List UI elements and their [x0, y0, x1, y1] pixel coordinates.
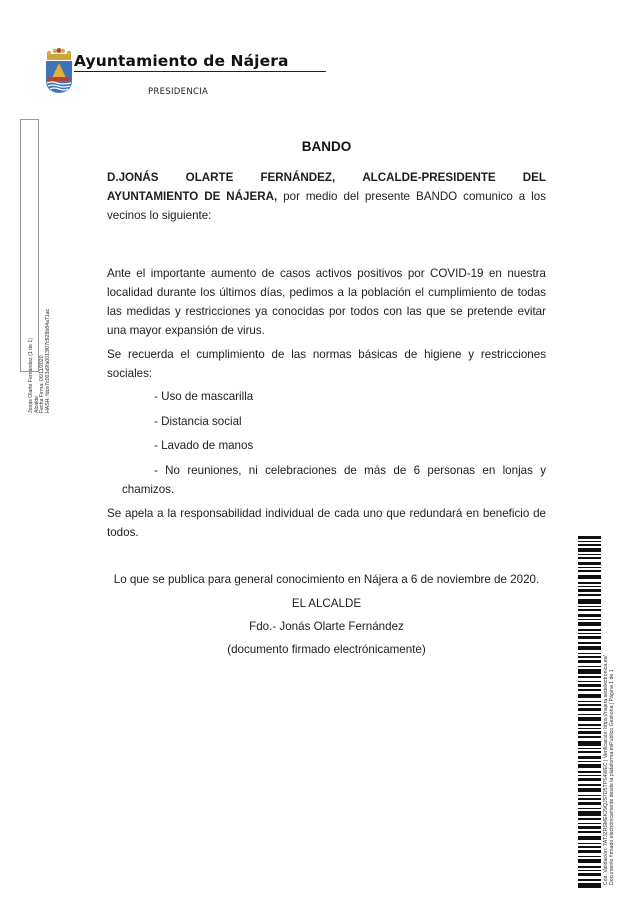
organization-name: Ayuntamiento de Nájera	[74, 52, 289, 70]
validation-code-line: Cód. Validación: 7ATJZRSMEK29QJS7D5TPS4WEC | Verificación: https://najera.sedelectronica.es/	[603, 655, 609, 885]
publication-line: Lo que se publica para general conocimiento en Nájera a 6 de noviembre de 2020.	[113, 573, 540, 586]
measure-item: - Lavado de manos	[154, 439, 254, 452]
covid-paragraph: Ante el importante aumento de casos activos positivos por COVID-19 en nuestra localidad durante los últimos días, pedimos a la población el cumplimiento de todas las medidas y restricciones ya conocidas por todos con las que se pretende evitar una mayor expansión de virus.	[107, 267, 546, 337]
measure-item: - Distancia social	[154, 415, 242, 428]
intro-word: OLARTE	[185, 171, 234, 184]
intro-word: FERNÁNDEZ,	[260, 171, 336, 184]
signature-date: Fecha Firma: 06/11/2020	[39, 355, 46, 413]
intro-word: ALCALDE-PRESIDENTE	[362, 171, 496, 184]
document-title: BANDO	[301, 139, 352, 154]
intro-bold: AYUNTAMIENTO DE NÁJERA,	[107, 190, 278, 203]
signature-box	[20, 119, 51, 413]
header-underline	[74, 71, 326, 72]
department-label: PRESIDENCIA	[148, 87, 209, 97]
signature-hash: HASH: fdce7c003a9fa0013f07c928b84a71ac	[44, 308, 51, 413]
measure-item: - Uso de mascarilla	[154, 390, 254, 403]
signed-by-line: Fdo.- Jonás Olarte Fernández	[249, 620, 404, 633]
intro-paragraph	[107, 168, 546, 225]
intro-text: por medio del presente BANDO comunico a los vecinos lo siguiente:	[107, 190, 546, 222]
barcode-icon	[578, 536, 601, 888]
intro-line-1	[107, 168, 546, 187]
electronic-signature-note: (documento firmado electrónicamente)	[227, 643, 426, 656]
verification-text	[604, 655, 616, 885]
intro-rest	[107, 187, 546, 225]
measure-item-line: - No reuniones, ni celebraciones de más de 6 personas en lonjas y	[154, 464, 546, 477]
measure-item-line: chamizos.	[122, 483, 175, 496]
responsibility-paragraph: Se apela a la responsabilidad individual de cada uno que redundará en beneficio de todos.	[107, 507, 546, 539]
reminder-paragraph: Se recuerda el cumplimiento de las normas básicas de higiene y restricciones sociales:	[107, 348, 546, 380]
signature-text	[29, 309, 51, 413]
signer-name: Jonás Olarte Fernández (1 de 1)	[28, 338, 34, 413]
measure-item	[107, 461, 546, 499]
intro-word: D.JONÁS	[107, 171, 159, 184]
platform-line: Documento firmado electrónicamente desde la plataforma esPublico Gestiona | Página 1 de 1	[608, 669, 615, 885]
intro-word: DEL	[522, 171, 546, 184]
signer-role: Alcalde	[33, 395, 40, 413]
coat-of-arms-icon	[44, 48, 74, 94]
signer-role-line: EL ALCALDE	[291, 597, 362, 610]
